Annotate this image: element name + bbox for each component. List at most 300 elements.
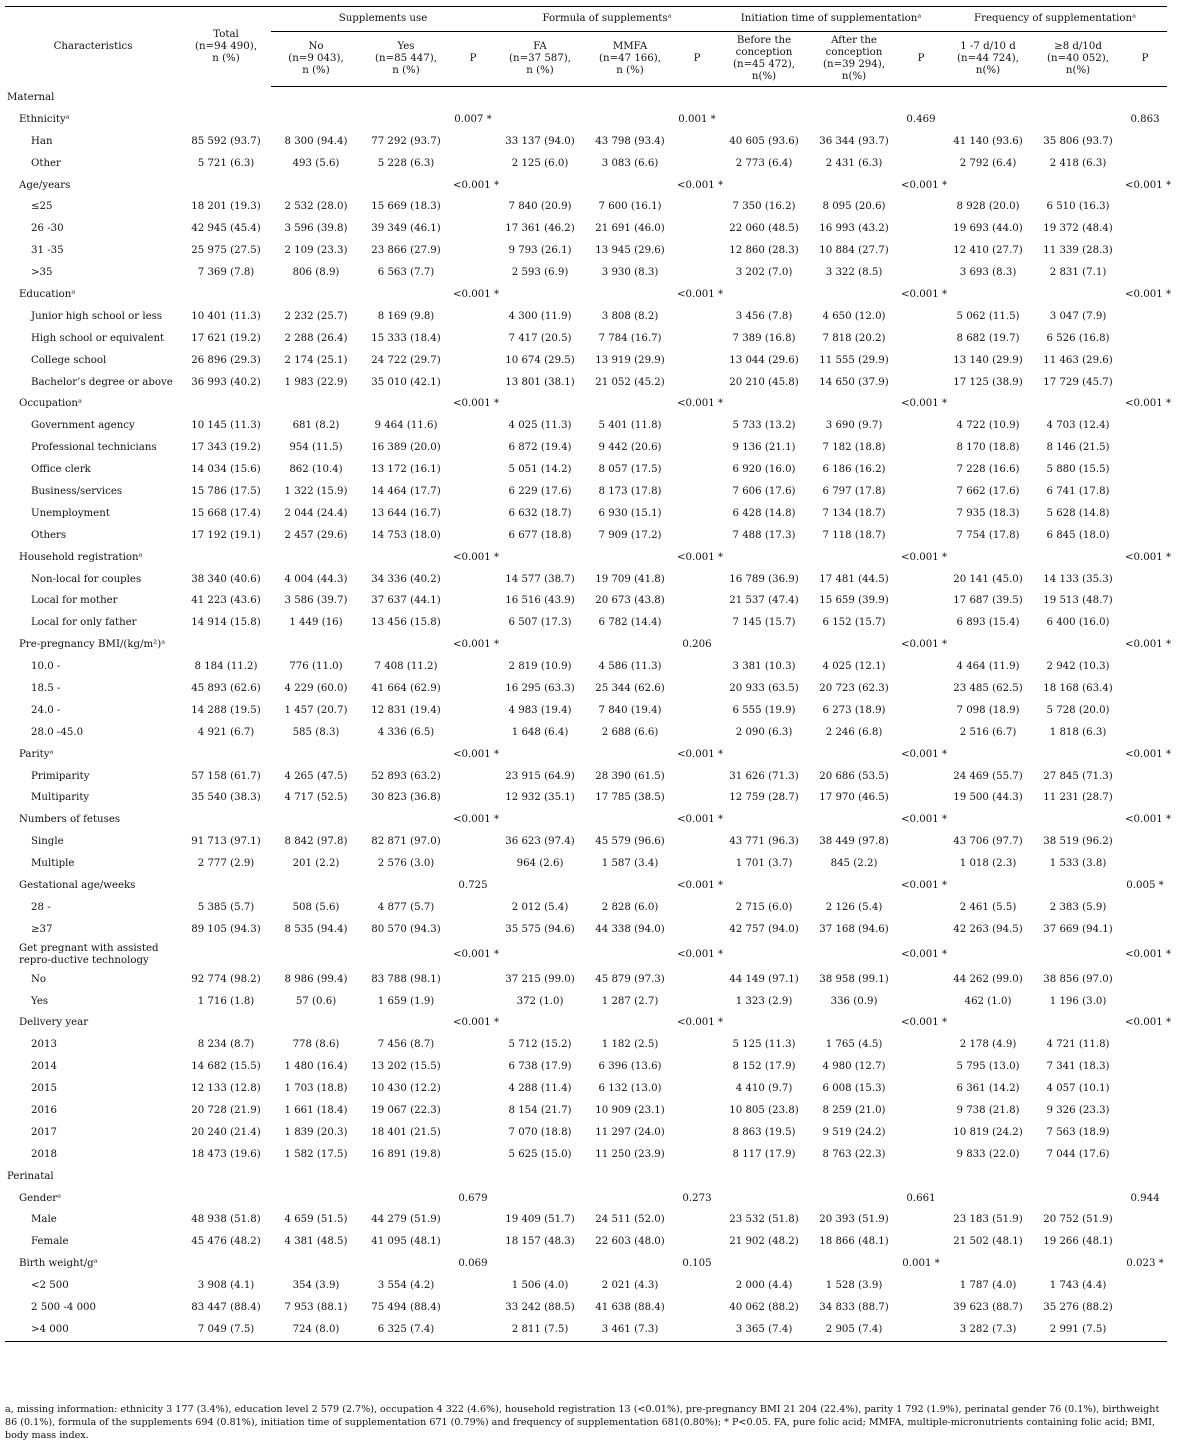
value-cell: 12 860 (28.3)	[729, 245, 799, 257]
value-cell: 6 632 (18.7)	[508, 507, 572, 519]
value-cell: 3 586 (39.7)	[284, 595, 348, 607]
empty-cell	[943, 109, 1033, 131]
value-cell: 14 577 (38.7)	[505, 573, 575, 585]
empty-cell	[451, 459, 495, 481]
empty-cell	[1123, 700, 1167, 722]
value-cell: 25 344 (62.6)	[595, 682, 665, 694]
empty-cell	[809, 109, 899, 131]
value-cell: 3 808 (8.2)	[601, 310, 659, 322]
empty-cell	[1123, 612, 1167, 634]
value-cell: 38 340 (40.6)	[191, 573, 261, 585]
value-cell: 8 928 (20.0)	[956, 201, 1020, 213]
empty-cell	[585, 87, 675, 109]
value-cell: 2 461 (5.5)	[959, 901, 1017, 913]
value-cell: 38 856 (97.0)	[1043, 973, 1113, 985]
p-value: <0.001 *	[453, 179, 500, 191]
value-cell: 20 728 (21.9)	[191, 1105, 261, 1117]
value-cell: 20 393 (51.9)	[819, 1214, 889, 1226]
empty-cell	[495, 875, 585, 897]
value-cell: 18 157 (48.3)	[505, 1236, 575, 1248]
empty-cell	[899, 853, 943, 875]
empty-cell	[899, 481, 943, 503]
empty-cell	[271, 1253, 361, 1275]
empty-cell	[451, 525, 495, 547]
p-value: <0.001 *	[453, 398, 500, 410]
variable-row	[5, 109, 1167, 131]
table-row	[5, 350, 1167, 372]
value-cell: 20 933 (63.5)	[729, 682, 799, 694]
value-cell: 9 464 (11.6)	[374, 420, 438, 432]
empty-cell	[675, 1297, 719, 1319]
value-cell: 1 533 (3.8)	[1049, 858, 1107, 870]
empty-cell	[361, 1013, 451, 1035]
empty-cell	[451, 991, 495, 1013]
value-cell: 17 481 (44.5)	[819, 573, 889, 585]
empty-cell	[1033, 634, 1123, 656]
empty-cell	[495, 1013, 585, 1035]
empty-cell	[585, 547, 675, 569]
value-cell: 8 152 (17.9)	[732, 1061, 796, 1073]
empty-cell	[675, 1275, 719, 1297]
empty-cell	[451, 131, 495, 153]
value-cell: 45 893 (62.6)	[191, 682, 261, 694]
value-cell: 23 915 (64.9)	[505, 770, 575, 782]
empty-cell	[181, 809, 271, 831]
row-label: Maternal	[7, 91, 55, 103]
empty-cell	[719, 1253, 809, 1275]
variable-row	[5, 1253, 1167, 1275]
value-cell: 19 513 (48.7)	[1043, 595, 1113, 607]
value-cell: 2 126 (5.4)	[825, 901, 883, 913]
header-line: n (%)	[526, 65, 554, 76]
value-cell: 2 383 (5.9)	[1049, 901, 1107, 913]
value-cell: 8 682 (19.7)	[956, 332, 1020, 344]
empty-cell	[899, 153, 943, 175]
empty-cell	[181, 547, 271, 569]
value-cell: 2 044 (24.4)	[284, 507, 348, 519]
empty-cell	[675, 590, 719, 612]
row-label: >35	[31, 267, 53, 279]
value-cell: 1 743 (4.4)	[1049, 1280, 1107, 1292]
header-line: n(%)	[751, 71, 777, 82]
empty-cell	[271, 547, 361, 569]
value-cell: 7 070 (18.8)	[508, 1126, 572, 1138]
value-cell: 7 417 (20.5)	[508, 332, 572, 344]
table-row	[5, 481, 1167, 503]
empty-cell	[675, 415, 719, 437]
value-cell: 85 592 (93.7)	[191, 135, 261, 147]
table-row	[5, 991, 1167, 1013]
p-value: <0.001 *	[453, 748, 500, 760]
value-cell: 1 322 (15.9)	[284, 485, 348, 497]
value-cell: 10 909 (23.1)	[595, 1105, 665, 1117]
empty-cell	[899, 1210, 943, 1232]
value-cell: 41 664 (62.9)	[371, 682, 441, 694]
value-cell: 11 463 (29.6)	[1043, 354, 1113, 366]
p-value: <0.001 *	[901, 748, 948, 760]
empty-cell	[181, 875, 271, 897]
empty-cell	[719, 87, 809, 109]
value-cell: 8 184 (11.2)	[194, 661, 258, 673]
empty-cell	[585, 175, 675, 197]
value-cell: 15 659 (39.9)	[819, 595, 889, 607]
empty-cell	[585, 284, 675, 306]
variable-row	[5, 284, 1167, 306]
value-cell: 1 983 (22.9)	[284, 376, 348, 388]
empty-cell	[899, 831, 943, 853]
header-line: conception	[735, 47, 793, 58]
value-cell: 13 644 (16.7)	[371, 507, 441, 519]
value-cell: 16 891 (19.8)	[371, 1148, 441, 1160]
empty-cell	[675, 1056, 719, 1078]
empty-cell	[585, 634, 675, 656]
value-cell: 77 292 (93.7)	[371, 135, 441, 147]
empty-cell	[675, 1144, 719, 1166]
value-cell: 11 555 (29.9)	[819, 354, 889, 366]
empty-cell	[809, 87, 899, 109]
empty-cell	[899, 1034, 943, 1056]
empty-cell	[495, 87, 585, 109]
value-cell: 8 169 (9.8)	[377, 310, 435, 322]
header-line: 1 -7 d/10 d	[960, 41, 1016, 52]
value-cell: 43 798 (93.4)	[595, 135, 665, 147]
empty-cell	[899, 218, 943, 240]
empty-cell	[1123, 196, 1167, 218]
empty-cell	[943, 1166, 1033, 1188]
empty-cell	[809, 393, 899, 415]
value-cell: 43 771 (96.3)	[729, 836, 799, 848]
empty-cell	[719, 1188, 809, 1210]
empty-cell	[495, 634, 585, 656]
empty-cell	[899, 372, 943, 394]
value-cell: 6 186 (16.2)	[822, 464, 886, 476]
empty-cell	[899, 766, 943, 788]
value-cell: 17 343 (19.2)	[191, 442, 261, 454]
empty-cell	[899, 1056, 943, 1078]
value-cell: 1 018 (2.3)	[959, 858, 1017, 870]
value-cell: 2 576 (3.0)	[377, 858, 435, 870]
empty-cell	[1123, 1319, 1167, 1341]
empty-cell	[899, 1144, 943, 1166]
p-value: <0.001 *	[901, 1017, 948, 1029]
p-value: <0.001 *	[901, 948, 948, 960]
value-cell: 5 062 (11.5)	[956, 310, 1020, 322]
empty-cell	[899, 1319, 943, 1341]
value-cell: 4 265 (47.5)	[284, 770, 348, 782]
value-cell: 9 519 (24.2)	[822, 1126, 886, 1138]
row-label: 28.0 -45.0	[31, 726, 84, 738]
empty-cell	[585, 744, 675, 766]
value-cell: 8 842 (97.8)	[284, 836, 348, 848]
value-cell: 9 793 (26.1)	[508, 245, 572, 257]
empty-cell	[451, 1056, 495, 1078]
value-cell: 75 494 (88.4)	[371, 1302, 441, 1314]
value-cell: 964 (2.6)	[516, 858, 564, 870]
empty-cell	[495, 547, 585, 569]
empty-cell	[675, 87, 719, 109]
value-cell: 681 (8.2)	[292, 420, 340, 432]
empty-cell	[1123, 969, 1167, 991]
value-cell: 20 723 (62.3)	[819, 682, 889, 694]
empty-cell	[181, 393, 271, 415]
p-value: 0.007 *	[454, 113, 492, 125]
value-cell: 10 401 (11.3)	[191, 310, 261, 322]
empty-cell	[675, 969, 719, 991]
empty-cell	[675, 700, 719, 722]
value-cell: 7 563 (18.9)	[1046, 1126, 1110, 1138]
value-cell: 2 516 (6.7)	[959, 726, 1017, 738]
table-row	[5, 612, 1167, 634]
value-cell: 1 182 (2.5)	[601, 1039, 659, 1051]
empty-cell	[1123, 503, 1167, 525]
value-cell: 778 (8.6)	[292, 1039, 340, 1051]
row-label: Unemployment	[31, 507, 110, 519]
value-cell: 19 372 (48.4)	[1043, 223, 1113, 235]
empty-cell	[943, 175, 1033, 197]
value-cell: 6 930 (15.1)	[598, 507, 662, 519]
p-value: <0.001 *	[677, 948, 724, 960]
empty-cell	[1033, 941, 1123, 969]
row-label: 2018	[31, 1148, 57, 1160]
value-cell: 7 118 (18.7)	[822, 529, 886, 541]
empty-cell	[943, 1013, 1033, 1035]
empty-cell	[719, 1166, 809, 1188]
empty-cell	[495, 284, 585, 306]
value-cell: 8 234 (8.7)	[197, 1039, 255, 1051]
empty-cell	[675, 481, 719, 503]
value-cell: 7 145 (15.7)	[732, 617, 796, 629]
empty-cell	[451, 722, 495, 744]
value-cell: 17 621 (19.2)	[191, 332, 261, 344]
table-row	[5, 831, 1167, 853]
value-cell: 6 507 (17.3)	[508, 617, 572, 629]
empty-cell	[1033, 393, 1123, 415]
empty-cell	[451, 919, 495, 941]
header-line: No	[308, 41, 324, 52]
value-cell: 4 877 (5.7)	[377, 901, 435, 913]
empty-cell	[271, 875, 361, 897]
p-value: <0.001 *	[1125, 948, 1172, 960]
value-cell: 5 125 (11.3)	[732, 1039, 796, 1051]
empty-cell	[1123, 569, 1167, 591]
value-cell: 80 570 (94.3)	[371, 923, 441, 935]
value-cell: 6 273 (18.9)	[822, 704, 886, 716]
value-cell: 14 650 (37.9)	[819, 376, 889, 388]
p-value: <0.001 *	[677, 551, 724, 563]
empty-cell	[719, 875, 809, 897]
value-cell: 38 958 (99.1)	[819, 973, 889, 985]
value-cell: 2 905 (7.4)	[809, 1319, 899, 1341]
empty-cell	[585, 941, 675, 969]
value-cell: 4 703 (12.4)	[1046, 420, 1110, 432]
value-cell: 19 409 (51.7)	[505, 1214, 575, 1226]
empty-cell	[675, 1034, 719, 1056]
empty-cell	[719, 809, 809, 831]
value-cell: 36 623 (97.4)	[505, 836, 575, 848]
empty-cell	[1123, 131, 1167, 153]
value-cell: 41 638 (88.4)	[595, 1302, 665, 1314]
value-cell: 4 721 (11.8)	[1046, 1039, 1110, 1051]
value-cell: 19 693 (44.0)	[953, 223, 1023, 235]
row-label: 26 -30	[31, 223, 64, 235]
row-label: Pre-pregnancy BMI/(kg/m²)ᵃ	[19, 639, 166, 651]
value-cell: 44 338 (94.0)	[595, 923, 665, 935]
empty-cell	[585, 1188, 675, 1210]
value-cell: 20 210 (45.8)	[729, 376, 799, 388]
value-cell: 493 (5.6)	[292, 157, 340, 169]
value-cell: 3 596 (39.8)	[284, 223, 348, 235]
value-cell: 4 025 (12.1)	[822, 661, 886, 673]
empty-cell	[675, 350, 719, 372]
empty-cell	[675, 131, 719, 153]
empty-cell	[271, 809, 361, 831]
p-value: <0.001 *	[453, 1017, 500, 1029]
empty-cell	[899, 722, 943, 744]
empty-cell	[1123, 328, 1167, 350]
table-header	[5, 7, 1167, 87]
value-cell: 2 831 (7.1)	[1049, 267, 1107, 279]
empty-cell	[675, 218, 719, 240]
value-cell: 7 408 (11.2)	[374, 661, 438, 673]
empty-cell	[181, 175, 271, 197]
value-cell: 4 717 (52.5)	[284, 792, 348, 804]
value-cell: 5 625 (15.0)	[508, 1148, 572, 1160]
value-cell: 1 457 (20.7)	[284, 704, 348, 716]
table-row	[5, 437, 1167, 459]
empty-cell	[361, 634, 451, 656]
empty-cell	[899, 788, 943, 810]
value-cell: 89 105 (94.3)	[191, 923, 261, 935]
empty-cell	[451, 969, 495, 991]
value-cell: 7 909 (17.2)	[598, 529, 662, 541]
header-line: (n=39 294),	[823, 59, 885, 70]
empty-cell	[1123, 1034, 1167, 1056]
empty-cell	[1033, 547, 1123, 569]
value-cell: 12 133 (12.8)	[191, 1083, 261, 1095]
empty-cell	[495, 1166, 585, 1188]
empty-cell	[899, 991, 943, 1013]
row-label: College school	[31, 354, 107, 366]
header-col-mmfa	[585, 32, 675, 87]
row-label: Birth weight/gᵃ	[19, 1258, 98, 1270]
table-row	[5, 700, 1167, 722]
row-label: 24.0 -	[31, 704, 61, 716]
header-col-1-7-days	[943, 32, 1033, 87]
value-cell: 34 833 (88.7)	[819, 1302, 889, 1314]
value-cell: 1 661 (18.4)	[284, 1105, 348, 1117]
row-label: High school or equivalent	[31, 332, 165, 344]
empty-cell	[809, 875, 899, 897]
value-cell: 7 662 (17.6)	[956, 485, 1020, 497]
value-cell: 39 623 (88.7)	[953, 1302, 1023, 1314]
value-cell: 3 202 (7.0)	[735, 267, 793, 279]
value-cell: 37 168 (94.6)	[819, 923, 889, 935]
value-cell: 4 025 (11.3)	[508, 420, 572, 432]
variable-row	[5, 744, 1167, 766]
empty-cell	[361, 1166, 451, 1188]
empty-cell	[451, 1275, 495, 1297]
header-line: After the	[831, 35, 877, 46]
empty-cell	[495, 175, 585, 197]
empty-cell	[899, 503, 943, 525]
empty-cell	[271, 87, 361, 109]
value-cell: 4 586 (11.3)	[598, 661, 662, 673]
value-cell: 845 (2.2)	[830, 858, 878, 870]
value-cell: 20 141 (45.0)	[953, 573, 1023, 585]
empty-cell	[1123, 1297, 1167, 1319]
empty-cell	[361, 547, 451, 569]
empty-cell	[899, 131, 943, 153]
value-cell: 35 540 (38.3)	[191, 792, 261, 804]
header-line: Before the	[736, 35, 792, 46]
table-row	[5, 196, 1167, 218]
empty-cell	[361, 284, 451, 306]
value-cell: 3 381 (10.3)	[732, 661, 796, 673]
value-cell: 24 511 (52.0)	[595, 1214, 665, 1226]
table-row	[5, 1297, 1167, 1319]
p-value: <0.001 *	[1125, 551, 1172, 563]
table-row	[5, 656, 1167, 678]
row-label: ≤25	[31, 201, 53, 213]
empty-cell	[1123, 1078, 1167, 1100]
empty-cell	[675, 240, 719, 262]
value-cell: 21 052 (45.2)	[595, 376, 665, 388]
empty-cell	[675, 372, 719, 394]
value-cell: 4 722 (10.9)	[956, 420, 1020, 432]
value-cell: 20 752 (51.9)	[1043, 1214, 1113, 1226]
empty-cell	[495, 809, 585, 831]
p-value: 0.206	[682, 639, 712, 651]
value-cell: 4 300 (11.9)	[508, 310, 572, 322]
value-cell: 8 057 (17.5)	[598, 464, 662, 476]
empty-cell	[899, 87, 943, 109]
value-cell: 48 938 (51.8)	[191, 1214, 261, 1226]
table-row	[5, 897, 1167, 919]
value-cell: 4 921 (6.7)	[197, 726, 255, 738]
value-cell: 24 722 (29.7)	[371, 354, 441, 366]
value-cell: 1 196 (3.0)	[1049, 995, 1107, 1007]
value-cell: 6 845 (18.0)	[1046, 529, 1110, 541]
value-cell: 2 012 (5.4)	[511, 901, 569, 913]
value-cell: 6 428 (14.8)	[732, 507, 796, 519]
empty-cell	[1123, 1166, 1167, 1188]
value-cell: 3 930 (8.3)	[601, 267, 659, 279]
empty-cell	[675, 831, 719, 853]
value-cell: 2 773 (6.4)	[735, 157, 793, 169]
value-cell: 33 242 (88.5)	[505, 1302, 575, 1314]
empty-cell	[719, 634, 809, 656]
value-cell: 16 516 (43.9)	[505, 595, 575, 607]
empty-cell	[809, 1188, 899, 1210]
empty-cell	[495, 393, 585, 415]
p-value: <0.001 *	[677, 179, 724, 191]
value-cell: 3 693 (8.3)	[959, 267, 1017, 279]
header-group-supplements-use: Supplements use	[271, 7, 495, 32]
empty-cell	[1123, 1275, 1167, 1297]
value-cell: 8 146 (21.5)	[1046, 442, 1110, 454]
table-row	[5, 306, 1167, 328]
table-row	[5, 328, 1167, 350]
value-cell: 9 442 (20.6)	[598, 442, 662, 454]
table-row	[5, 525, 1167, 547]
p-value: <0.001 *	[901, 288, 948, 300]
empty-cell	[1033, 875, 1123, 897]
row-label: Others	[31, 529, 67, 541]
table-footnote: a, missing information: ethnicity 3 177 (3.4%), education level 2 579 (2.7%), occupation 4 322 (4.6%), household registration 13 (<0.01%), pre-pregnancy BMI 21 204 (22.4%), parity 1 792 (1.9%), perinatal gender 76 (0.1%), birthweight 86 (0.1%), formula of the supplements 694 (0.81%), initiation time of supplementation 671 (0.79%) and frequency of supplementation 681(0.80%); * P<0.05. FA, pure folic acid; MMFA, multiple-micronutrients containing folic acid; BMI, body mass index.	[5, 1404, 1160, 1441]
empty-cell	[451, 481, 495, 503]
value-cell: 2 174 (25.1)	[284, 354, 348, 366]
empty-cell	[1033, 1013, 1123, 1035]
